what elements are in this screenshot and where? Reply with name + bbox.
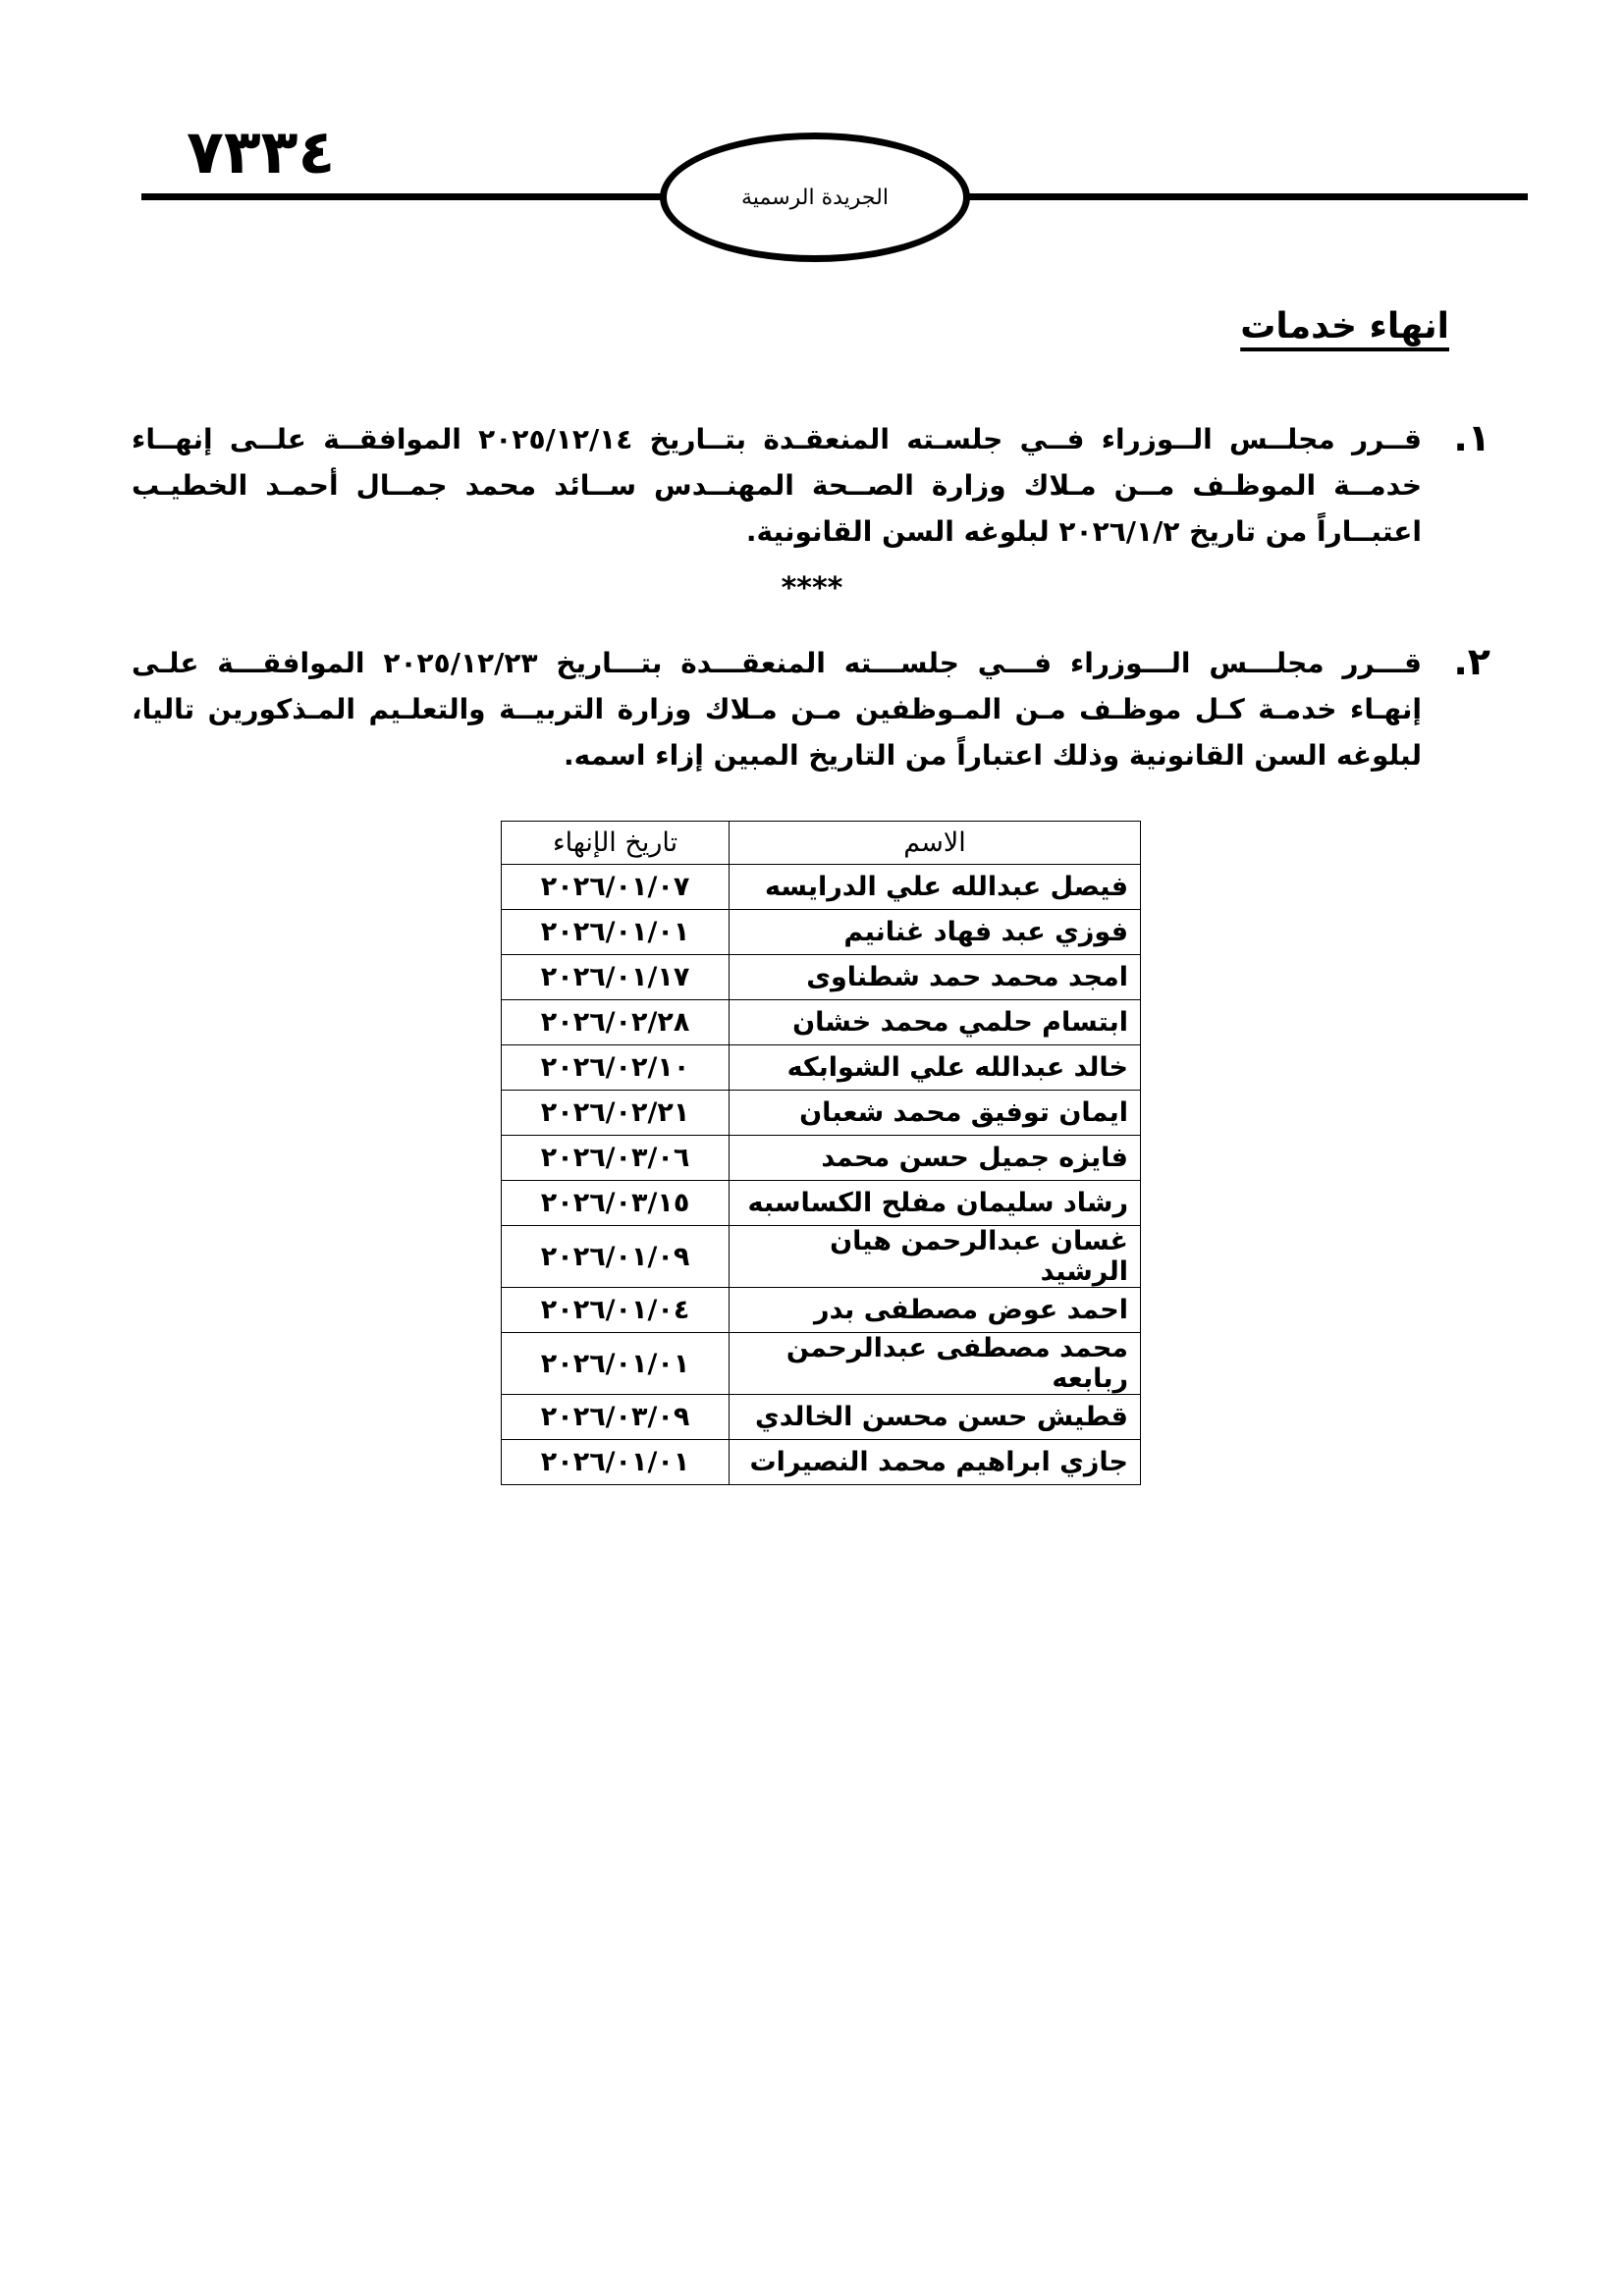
table-row (502, 1136, 1141, 1181)
termination-date: ٢٠٢٦/٠١/٠١ (502, 910, 730, 955)
item-text: قــرر مجلــس الــوزراء فــي جلسـته المنعقـدة بتــاريخ ٢٠٢٥/١٢/١٤ الموافقــة علــى إنهــاء خدمــة الموظـف مــن مـلاك وزارة الصــحة المهنــدس ســائد محمد جمــال أحمـد الخطيـب اعتبــاراً من تاريخ ٢٠٢٦/١/٢ لبلوغه السن القانونية. (132, 423, 1422, 548)
item-number: ٢. (1453, 640, 1490, 683)
item-number: ١. (1453, 416, 1490, 459)
termination-date: ٢٠٢٦/٠١/١٧ (502, 955, 730, 1000)
header-date: تاريخ الإنهاء (502, 822, 730, 865)
decision-item-1 (132, 416, 1490, 555)
employee-name: قطيش حسن محسن الخالدي (730, 1395, 1141, 1440)
gazette-title: الجريدة الرسمية (741, 185, 889, 210)
section-title: انهاء خدمات (1240, 306, 1449, 347)
table-row (502, 1288, 1141, 1333)
table-row (502, 955, 1141, 1000)
employee-name: امجد محمد حمد شطناوى (730, 955, 1141, 1000)
table-row (502, 1333, 1141, 1395)
table-row (502, 1045, 1141, 1091)
employee-name: خالد عبدالله علي الشوابكه (730, 1045, 1141, 1091)
employee-name: فيصل عبدالله علي الدرايسه (730, 865, 1141, 910)
table-row (502, 910, 1141, 955)
termination-date: ٢٠٢٦/٠١/٠٩ (502, 1226, 730, 1288)
table-row (502, 1226, 1141, 1288)
table-row (502, 865, 1141, 910)
separator: **** (781, 571, 843, 606)
table-row (502, 1091, 1141, 1136)
termination-date: ٢٠٢٦/٠٢/١٠ (502, 1045, 730, 1091)
employee-name: غسان عبدالرحمن هيان الرشيد (730, 1226, 1141, 1288)
header-name: الاسم (730, 822, 1141, 865)
termination-date: ٢٠٢٦/٠٣/٠٩ (502, 1395, 730, 1440)
table-row (502, 1181, 1141, 1226)
page-number: ٧٣٣٤ (187, 116, 336, 187)
termination-date: ٢٠٢٦/٠٣/٠٦ (502, 1136, 730, 1181)
termination-date: ٢٠٢٦/٠١/٠٧ (502, 865, 730, 910)
item-text: قـــرر مجلـــس الـــوزراء فـــي جلســـته المنعقـــدة بتـــاريخ ٢٠٢٥/١٢/٢٣ الموافقـــة علـى إنهـاء خدمـة كـل موظـف مـن المـوظفين مـن مـلاك وزارة التربيــة والتعلـيم المـذكورين تاليا، لبلوغه السن القانونية وذلك اعتباراً من التاريخ المبين إزاء اسمه. (132, 647, 1423, 772)
gazette-title-oval (660, 133, 970, 262)
decision-item-2 (132, 640, 1490, 778)
employee-name: فوزي عبد فهاد غنانيم (730, 910, 1141, 955)
termination-date: ٢٠٢٦/٠١/٠١ (502, 1333, 730, 1395)
table-header-row (502, 822, 1141, 865)
table-row (502, 1440, 1141, 1485)
termination-date: ٢٠٢٦/٠١/٠٤ (502, 1288, 730, 1333)
employee-name: جازي ابراهيم محمد النصيرات (730, 1440, 1141, 1485)
employee-name: رشاد سليمان مفلح الكساسبه (730, 1181, 1141, 1226)
employee-name: فايزه جميل حسن محمد (730, 1136, 1141, 1181)
employee-name: محمد مصطفى عبدالرحمن ربابعه (730, 1333, 1141, 1395)
termination-date: ٢٠٢٦/٠١/٠١ (502, 1440, 730, 1485)
termination-date: ٢٠٢٦/٠٢/٢١ (502, 1091, 730, 1136)
termination-date: ٢٠٢٦/٠٢/٢٨ (502, 1000, 730, 1045)
employee-name: ابتسام حلمي محمد خشان (730, 1000, 1141, 1045)
table-row (502, 1395, 1141, 1440)
termination-date: ٢٠٢٦/٠٣/١٥ (502, 1181, 730, 1226)
table-row (502, 1000, 1141, 1045)
employee-name: احمد عوض مصطفى بدر (730, 1288, 1141, 1333)
employee-name: ايمان توفيق محمد شعبان (730, 1091, 1141, 1136)
employees-table (501, 821, 1141, 1485)
